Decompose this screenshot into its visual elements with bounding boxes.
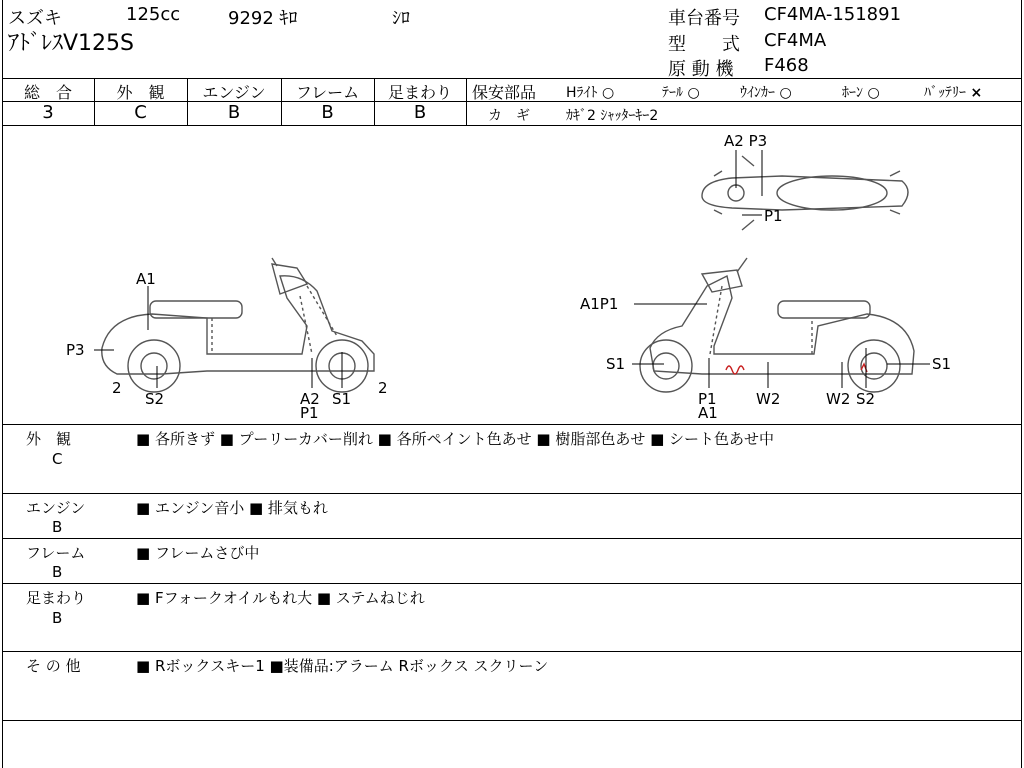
label-right-s2: S2 [856,390,876,408]
label-left-s2: S2 [145,390,165,408]
model-name: ｱﾄﾞﾚｽV125S [8,31,135,56]
grade-label-exterior: 外 観 [116,83,165,102]
key-value: ｶｷﾞ2 ｼｬｯﾀｰｷｰ2 [566,108,659,124]
safety-item-mark: ○ [867,85,880,101]
note-title-exterior: 外 観 [26,430,72,448]
label-left-p1: P1 [300,404,319,422]
label-right-a1: A1 [698,404,718,422]
note-title-engine: エンジン [26,499,86,517]
safety-item-tail [662,82,700,102]
engine-value: F468 [764,55,809,76]
type-value: CF4MA [764,30,827,51]
frame-no-label: 車台番号 [668,8,740,29]
safety-item-mark: ○ [779,85,792,101]
label-left-p3: P3 [66,341,85,359]
note-text-engine: ■ エンジン音小 ■ 排気もれ [136,499,328,517]
maker: スズキ [8,8,62,29]
label-right-a1p1: A1P1 [580,295,619,313]
label-left-2a: 2 [112,379,122,397]
label-right-p1: P1 [698,390,717,408]
note-grade-frame: B [52,563,63,581]
grid-divider [466,78,467,125]
label-left-a2: A2 [300,390,320,408]
safety-item-mark: ○ [687,85,700,101]
grade-value-exterior: C [134,102,147,123]
safety-item-name: Hﾗｲﾄ [566,85,598,101]
note-title-frame: フレーム [26,544,86,562]
safety-item-winker [740,82,792,102]
safety-item-horn [842,82,880,102]
note-grade-suspension: B [52,609,63,627]
note-text-exterior: ■ 各所きず ■ プーリーカバー削れ ■ 各所ペイント色あせ ■ 樹脂部色あせ ■ シート色あせ中 [136,430,775,448]
note-text-frame: ■ フレームさび中 [136,544,260,562]
note-grade-engine: B [52,518,63,536]
notes-divider [2,538,1022,539]
safety-item-mark: ○ [601,85,615,101]
scooter-diagram [2,126,1021,424]
mileage: 9292 ｷﾛ [228,8,298,29]
top-view [702,156,908,230]
label-right-s1b: S1 [932,355,952,373]
frame-right-border [1021,0,1022,768]
safety-item-name: ﾊﾞｯﾃﾘｰ [924,85,966,101]
grade-label-engine: エンジン [202,83,266,102]
right-side-view [640,258,914,392]
safety-item-mark: × [970,85,983,101]
damage-mark [726,366,744,374]
note-grade-exterior: C [52,450,63,468]
note-text-other: ■ Rボックスキー1 ■装備品:アラーム Rボックス スクリーン [136,657,549,675]
safety-item-battery [924,82,982,102]
engine-label: 原 動 機 [668,59,734,80]
color: ｼﾛ [392,8,410,29]
safety-item-name: ｳｲﾝｶｰ [740,85,775,101]
note-text-suspension: ■ Fフォークオイルもれ大 ■ ステムねじれ [136,589,425,607]
notes-divider [2,720,1022,721]
label-top-p1: P1 [764,207,783,225]
table-top-line [2,78,1022,79]
notes-divider [2,424,1022,425]
grade-value-frame: B [321,102,334,123]
grade-value-overall: 3 [42,102,54,123]
label-right-s1a: S1 [606,355,626,373]
note-title-suspension: 足まわり [26,589,87,607]
key-label: カ ギ [488,108,530,124]
grade-value-suspension: B [413,102,427,123]
label-right-w2b: W2 [826,390,851,408]
type-label: 型 式 [668,34,740,55]
grade-label-frame: フレーム [295,83,360,102]
safety-item-headlight [566,82,614,102]
label-right-w2a: W2 [756,390,781,408]
label-left-2b: 2 [378,379,388,397]
notes-divider [2,583,1022,584]
notes-divider [2,651,1022,652]
label-left-s1: S1 [332,390,352,408]
frame-no: CF4MA-151891 [764,4,902,25]
notes-divider [2,493,1022,494]
displacement: 125cc [126,4,181,25]
grade-value-engine: B [227,102,241,123]
grade-label-suspension: 足まわり [387,83,452,102]
label-left-a1: A1 [136,270,156,288]
label-top-a2p3: A2 P3 [724,132,768,150]
safety-item-name: ﾎｰﾝ [842,85,863,101]
note-title-other: そ の 他 [26,657,81,675]
safety-item-name: ﾃｰﾙ [662,85,683,101]
grade-label-overall: 総 合 [23,83,72,102]
safety-label: 保安部品 [472,83,537,102]
